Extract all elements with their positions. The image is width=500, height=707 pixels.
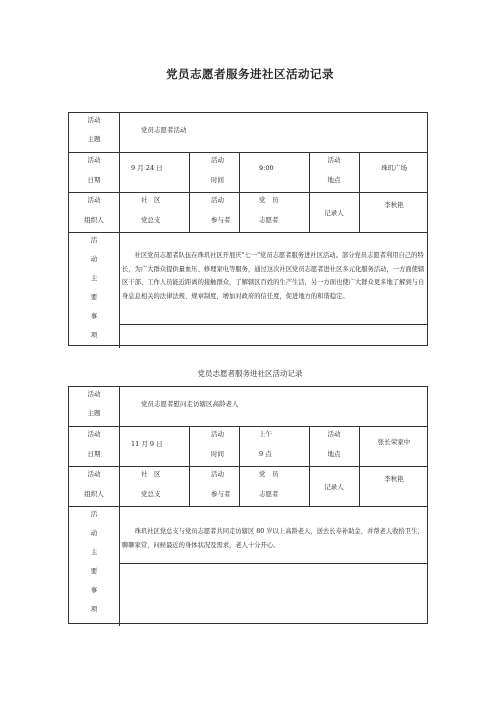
document-title: 党员志愿者服务进社区活动记录 xyxy=(166,67,334,81)
participants-label-1: 活动 xyxy=(211,196,224,204)
recorder-label: 记录人 xyxy=(324,209,344,217)
organizer-value-1: 社 区 xyxy=(141,470,161,478)
recorder-label: 记录人 xyxy=(324,483,344,491)
topic-label-2: 主题 xyxy=(87,135,101,143)
topic-value: 党员志愿者活动 xyxy=(141,126,187,134)
date-value: 9 月 24 日 xyxy=(131,164,163,172)
main-items-row xyxy=(69,232,427,348)
date-label-1: 活动 xyxy=(87,430,101,438)
organizer-value-2: 党总支 xyxy=(141,490,161,498)
participants-value-2: 志愿者 xyxy=(259,490,279,498)
participants-label-1: 活动 xyxy=(211,470,224,478)
recorder-value: 李秋艳 xyxy=(384,201,404,209)
main-items-label: 活 动 主 要 事 项 xyxy=(90,236,98,339)
activity-content: 社区党员志愿者队伍在珠玑社区开展庆"七一"党员志愿者服务进社区活动。部分党员志愿者利用自己的特长，为广大群众提供量血压、修理家电等服务，通过这次社区党员志愿者进社区多元化服务活动，一方面使辖区干部、工作人员能近距离的接触群众，了解辖区百姓的生产生活，另一方面也使广大群众更多地了解到与自身息息相关的法律法规、规章制度，增加对政府的信任度，促进地方的和谐稳定。 xyxy=(122,252,425,300)
place-label-2: 地点 xyxy=(327,450,341,458)
organizer-label-1: 活动 xyxy=(87,196,101,204)
time-label-2: 时间 xyxy=(211,176,224,184)
participants-value-1: 党 员 xyxy=(259,470,279,478)
topic-label-1: 活动 xyxy=(87,116,101,124)
organizer-label-2: 组织人 xyxy=(84,490,104,498)
date-time-place-row xyxy=(69,152,427,193)
activity-record-form-2 xyxy=(68,386,428,624)
participants-value-1: 党 员 xyxy=(259,196,279,204)
participants-label-2: 参与者 xyxy=(211,216,231,224)
date-time-place-row-2 xyxy=(69,426,427,467)
place-value: 张长荣家中 xyxy=(377,438,411,446)
organizer-row xyxy=(69,192,427,233)
participants-label-2: 参与者 xyxy=(211,490,231,498)
organizer-value-2: 党总支 xyxy=(141,216,161,224)
time-value-1: 上午 xyxy=(259,430,272,438)
time-value: 9:00 xyxy=(259,164,274,172)
main-items-label: 活 动 主 要 事 项 xyxy=(90,510,98,613)
time-label-1: 活动 xyxy=(211,156,224,164)
topic-label-1: 活动 xyxy=(87,390,101,398)
place-label-1: 活动 xyxy=(327,156,341,164)
place-label-2: 地点 xyxy=(327,176,341,184)
date-label-2: 日期 xyxy=(87,450,101,458)
activity-content: 珠玑社区党总支与党员志愿者共同走访辖区 80 岁以上高龄老人，送去长寿补助金，并帮老人收拾卫生，聊聊家常，问候最近的身体状况及需求，老人十分开心。 xyxy=(122,528,424,549)
recorder-value: 李秋艳 xyxy=(384,475,404,483)
main-items-row-2 xyxy=(69,506,427,626)
place-value: 珠玑广场 xyxy=(381,164,407,172)
date-label-1: 活动 xyxy=(87,156,101,164)
topic-label-2: 主题 xyxy=(87,409,101,417)
activity-record-form-1 xyxy=(68,112,428,346)
record2-title: 党员志愿者服务进社区活动记录 xyxy=(197,369,303,378)
date-value: 11 月 9 日 xyxy=(131,440,163,448)
date-label-2: 日期 xyxy=(87,176,101,184)
organizer-label-1: 活动 xyxy=(87,470,101,478)
time-label-1: 活动 xyxy=(211,430,224,438)
topic-value: 党员志愿者慰问走访辖区高龄老人 xyxy=(141,400,239,408)
participants-value-2: 志愿者 xyxy=(259,216,279,224)
topic-row-2 xyxy=(69,387,427,426)
time-label-2: 时间 xyxy=(211,450,224,458)
organizer-label-2: 组织人 xyxy=(84,216,104,224)
organizer-row-2 xyxy=(69,466,427,507)
time-value-2: 9 点 xyxy=(259,450,272,458)
topic-row xyxy=(69,113,427,152)
organizer-value-1: 社 区 xyxy=(141,196,161,204)
place-label-1: 活动 xyxy=(327,430,341,438)
